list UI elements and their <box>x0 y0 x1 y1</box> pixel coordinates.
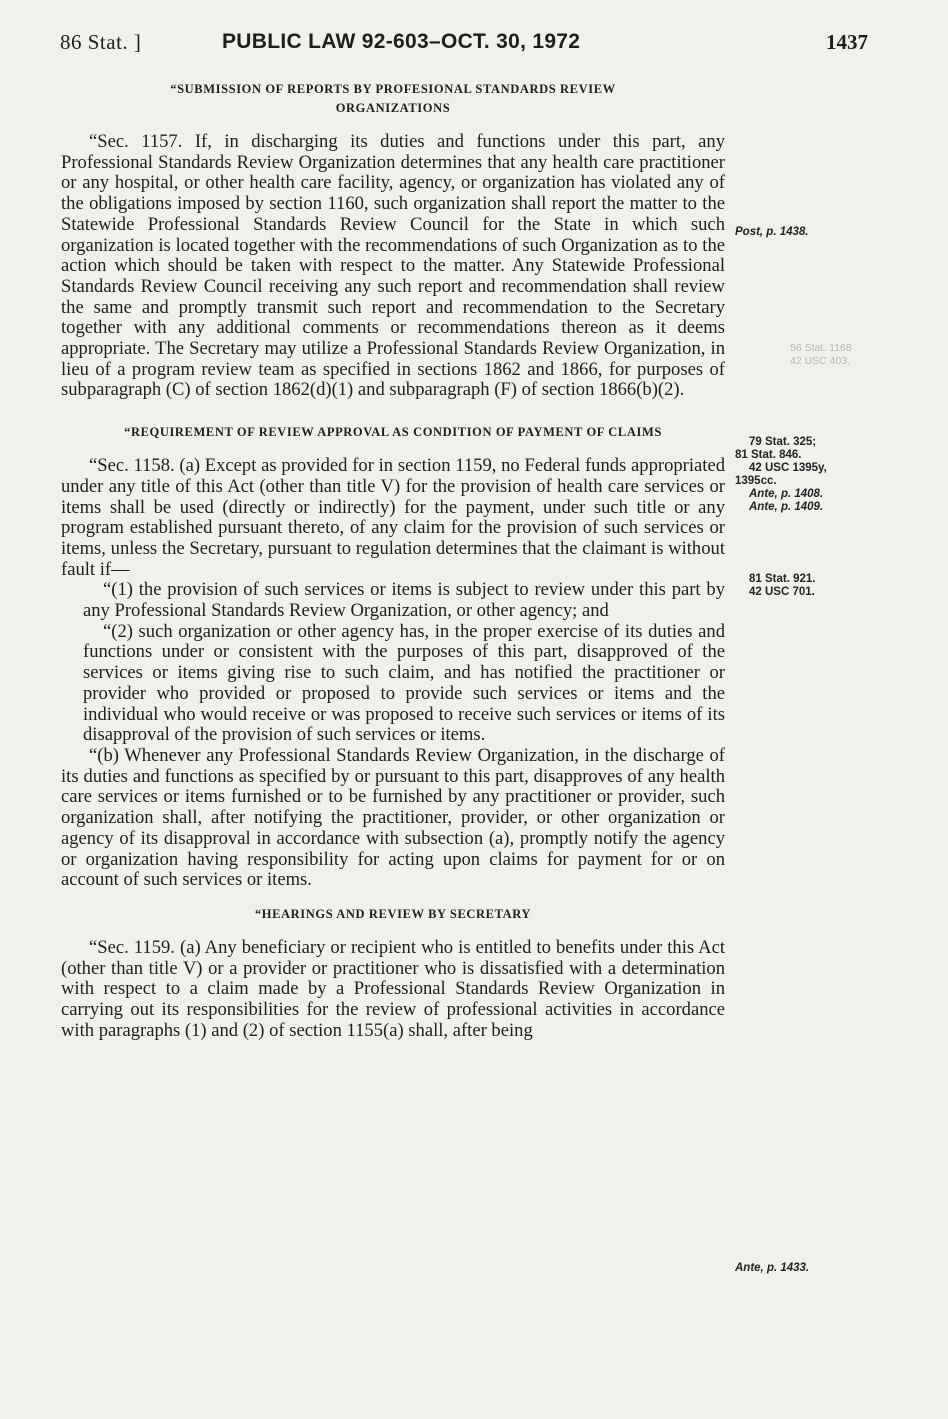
running-head-stat: 86 Stat. ] <box>60 30 142 54</box>
section-1158a-paragraph: “Sec. 1158. (a) Except as provided for in section 1159, no Federal funds appropriated under any title of this Act (other than title V) for the provision of health care services or items shall be used (directly or indirectly) for the payment, under such title or any program established pursuant thereto, of any claim for the provision of such services or items, unless the Secretary, pursuant to regulation determines that the claimant is without fault if— <box>61 455 725 580</box>
section-1158b-paragraph: “(b) Whenever any Professional Standards Review Organization, in the discharge of its duties and functions as specified by or pursuant to this part, disapproves of any health care services or items furnished or to be furnished by any practitioner or provider, such organization shall, after notifying the practitioner, provider, or other organization or agency of its disapproval in accordance with subsection (a), promptly notify the agency or organization having responsibility for acting upon claims for payment for or on account of such services or items. <box>61 744 725 891</box>
heading-line: “REQUIREMENT OF REVIEW APPROVAL AS CONDITION OF PAYMENT OF CLAIMS <box>124 425 662 440</box>
section-1158-item-2: “(2) such organization or other agency has, in the proper exercise of its duties and functions under or consistent with the purposes of this part, disapproved of the services or items giving rise to such claim, and has notified the practitioner or provider who provided or proposed to provide such services or items and the individual who would receive or was proposed to receive such services or items of its disapproval of the provision of such services or items. <box>83 620 725 746</box>
section-1159a-paragraph: “Sec. 1159. (a) Any beneficiary or recipient who is entitled to benefits under this Act (other than title V) or a provider or practitioner who is dissatisfied with a determination with respect to a claim made by a Professional Standards Review Organization in carrying out its responsibilities for the review of professional activities in accordance with paragraphs (1) and (2) of section 1155(a) shall, after being <box>61 936 725 1041</box>
margin-note-stat-325: 79 Stat. 325; 81 Stat. 846. 42 USC 1395y, 1395cc. Ante, p. 1408. Ante, p. 1409. <box>735 436 827 513</box>
margin-note-stat-921: 81 Stat. 921. 42 USC 701. <box>749 573 816 598</box>
section-heading-1159 <box>61 905 725 924</box>
section-heading-1158 <box>61 423 725 442</box>
heading-line: “SUBMISSION OF REPORTS BY PROFESIONAL STANDARDS REVIEW <box>170 82 616 96</box>
heading-line: ORGANIZATIONS <box>335 101 451 115</box>
bleed-through-note: 56 Stat. 1168 42 USC 403. <box>790 342 852 367</box>
margin-note-post-1438: Post, p. 1438. <box>735 226 809 238</box>
heading-line: “HEARINGS AND REVIEW BY SECRETARY <box>254 906 532 921</box>
section-1158-item-1: “(1) the provision of such services or items is subject to review under this part by any Professional Standards Review Organization, or other agency; and <box>83 579 725 622</box>
section-1157-paragraph: “Sec. 1157. If, in discharging its duties and functions under this part, any Professional Standards Review Organization determines that any health care practitioner or any hospital, or other health care facility, agency, or organization has violated any of the obligations imposed by section 1160, such organization shall report the matter to the Statewide Professional Standards Review Council for the State in which such organization is located together with the recommendations of such Organization as to the action which should be taken with respect to the matter. Any Statewide Professional Standards Review Council receiving any such report and recommendation shall review the same and promptly transmit such report and recommendation to the Secretary together with any additional comments or recommendations thereon as it deems appropriate. The Secretary may utilize a Professional Standards Review Organization, in lieu of a program review team as specified in sections 1862 and 1866, for purposes of subparagraph (C) of section 1862(d)(1) and subparagraph (F) of section 1866(b)(2). <box>61 131 725 401</box>
running-head-title: PUBLIC LAW 92-603–OCT. 30, 1972 <box>222 30 581 53</box>
page-number: 1437 <box>826 30 868 54</box>
running-head <box>60 30 868 60</box>
body-column <box>61 80 725 1041</box>
section-heading-1157 <box>61 80 725 118</box>
margin-note-ante-1433: Ante, p. 1433. <box>735 1262 810 1274</box>
